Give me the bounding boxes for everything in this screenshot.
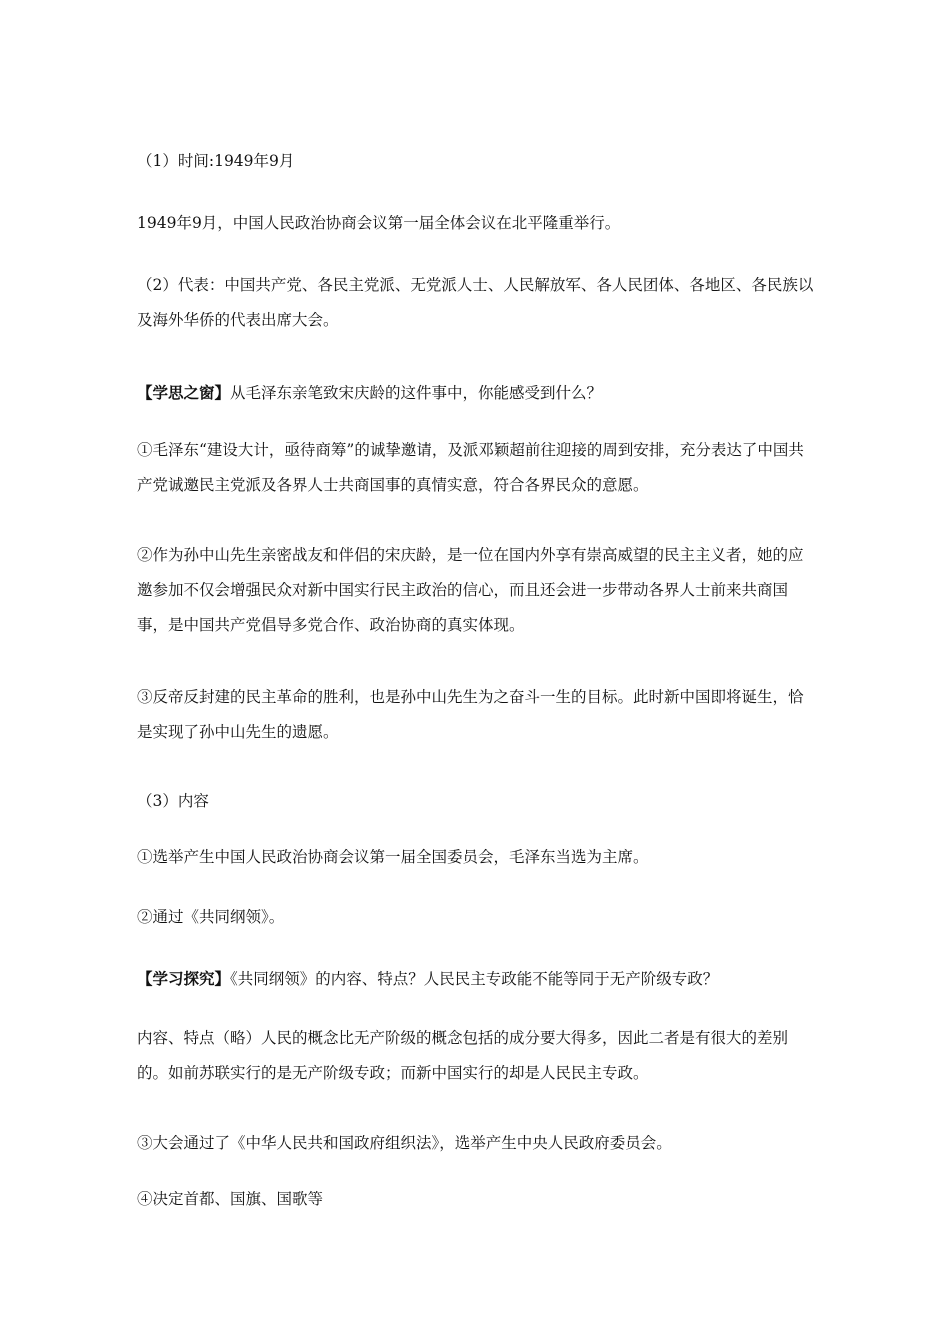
study-explore-label: 【学习探究】 — [137, 969, 231, 988]
answer-item-3: ③反帝反封建的民主革命的胜利，也是孙中山先生为之奋斗一生的目标。此时新中国即将诞生，恰是实现了孙中山先生的遗愿。 — [137, 688, 804, 741]
content-item-3: ③大会通过了《中华人民共和国政府组织法》，选举产生中央人民政府委员会。 — [137, 1134, 672, 1152]
study-window-question — [137, 375, 817, 411]
study-explore-question — [137, 961, 817, 997]
answer-item-1: ①毛泽东“建设大计，亟待商筹”的诚挚邀请，及派邓颖超前往迎接的周到安排，充分表达了中国共产党诚邀民主党派及各界人士共商国事的真情实意，符合各界民众的意愿。 — [137, 441, 804, 494]
content-item-2: ②通过《共同纲领》。 — [137, 908, 285, 926]
paragraph-meeting-date: 1949年9月，中国人民政治协商会议第一届全体会议在北平隆重举行。 — [137, 214, 621, 232]
section-representatives: （2）代表：中国共产党、各民主党派、无党派人士、人民解放军、各人民团体、各地区、各民族以及海外华侨的代表出席大会。 — [137, 276, 814, 329]
content-item-4: ④决定首都、国旗、国歌等 — [137, 1190, 324, 1208]
section-content-heading: （3）内容 — [137, 792, 209, 810]
study-window-label: 【学思之窗】 — [137, 383, 231, 402]
answer-item-2: ②作为孙中山先生亲密战友和伴侣的宋庆龄，是一位在国内外享有崇高威望的民主主义者，她的应邀参加不仅会增强民众对新中国实行民主政治的信心，而且还会进一步带动各界人士前来共商国事，是中国共产党倡导多党合作、政治协商的真实体现。 — [137, 546, 804, 634]
explore-answer: 内容、特点（略）人民的概念比无产阶级的概念包括的成分要大得多，因此二者是有很大的差别的。如前苏联实行的是无产阶级专政；而新中国实行的却是人民民主专政。 — [137, 1029, 789, 1082]
study-window-text: 从毛泽东亲笔致宋庆龄的这件事中，你能感受到什么？ — [230, 384, 603, 402]
study-explore-text: 《共同纲领》的内容、特点？人民民主专政能不能等同于无产阶级专政？ — [230, 970, 719, 988]
content-item-1: ①选举产生中国人民政治协商会议第一届全国委员会，毛泽东当选为主席。 — [137, 848, 649, 866]
section-time-heading: （1）时间:1949年9月 — [137, 152, 295, 170]
